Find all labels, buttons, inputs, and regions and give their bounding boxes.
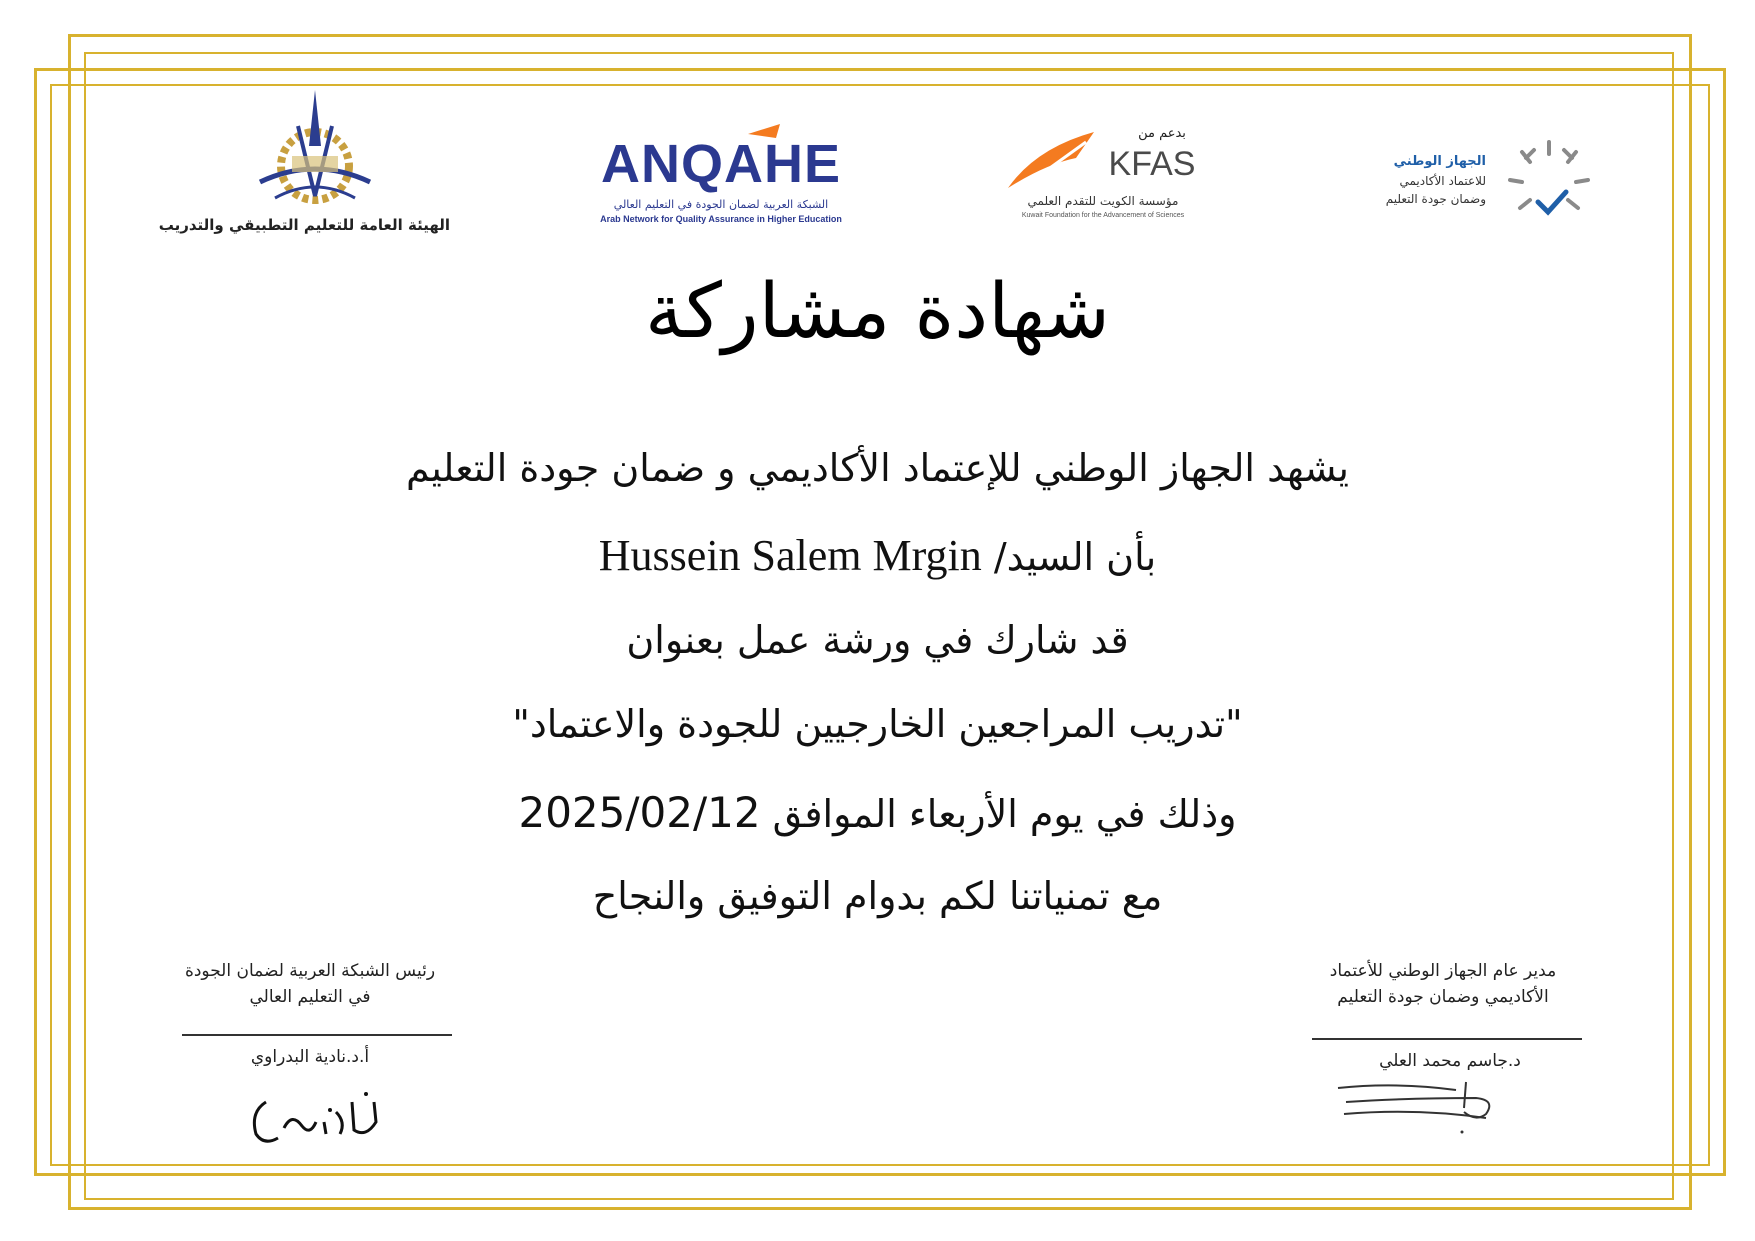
closing-wishes: مع تمنياتنا لكم بدوام التوفيق والنجاح (592, 874, 1163, 918)
participant-prefix: بأن السيد/ (993, 535, 1157, 579)
nbaqa-line1: الجهاز الوطني (1393, 154, 1486, 169)
date-line (0, 788, 1755, 837)
left-signer-name: أ.د.نادية البدراوي (250, 1047, 370, 1067)
kfas-english: Kuwait Foundation for the Advancement of Sciences (1021, 212, 1185, 219)
certifying-statement: يشهد الجهاز الوطني للإعتماد الأكاديمي و ضمان جودة التعليم (405, 446, 1350, 490)
certificate-title: شهادة مشاركة (645, 266, 1110, 355)
participant-name: Hussein Salem Mrgin (598, 531, 982, 580)
kfas-name: KFAS (1108, 145, 1196, 183)
nbaqa-star-icon (1504, 136, 1594, 226)
right-signature-rule (1312, 1038, 1582, 1040)
workshop-date: 2025/02/12 (518, 788, 761, 837)
date-prefix: وذلك في يوم الأربعاء الموافق (772, 792, 1237, 836)
left-signer-title-line1: رئيس الشبكة العربية لضمان الجودة (184, 961, 436, 981)
left-handwritten-signature (246, 1082, 386, 1152)
nbaqa-logo (1356, 136, 1602, 226)
participant-line (0, 530, 1755, 581)
workshop-title: "تدريب المراجعين الخارجيين للجودة والاعتماد" (512, 702, 1243, 746)
left-signature-rule (182, 1034, 452, 1036)
kfas-arabic: مؤسسة الكويت للتقدم العلمي (1027, 194, 1179, 208)
kfas-support: بدعم من (1138, 126, 1186, 141)
paaet-emblem-icon (180, 86, 450, 211)
right-signer-name: د.جاسم محمد العلي (1379, 1051, 1521, 1071)
paaet-logo (158, 86, 450, 246)
right-handwritten-signature (1336, 1078, 1506, 1138)
left-signer-title-line2: في التعليم العالي (249, 987, 371, 1007)
right-signer-title (1288, 958, 1598, 1010)
right-signer-title-line1: مدير عام الجهاز الوطني للأعتماد (1329, 961, 1557, 981)
left-signer-title (160, 958, 460, 1010)
anqahe-name: ANQAHE (600, 134, 841, 194)
kfas-logo (1006, 122, 1206, 232)
anqahe-english: Arab Network for Quality Assurance in Higher Education (600, 214, 842, 224)
nbaqa-line2: للاعتماد الأكاديمي (1399, 174, 1486, 188)
right-signer-title-line2: الأكاديمي وضمان جودة التعليم (1337, 987, 1549, 1007)
anqahe-arabic: الشبكة العربية لضمان الجودة في التعليم العالي (613, 198, 829, 211)
paaet-caption: الهيئة العامة للتعليم التطبيقي والتدريب (158, 216, 450, 234)
anqahe-logo (596, 124, 846, 234)
workshop-intro: قد شارك في ورشة عمل بعنوان (626, 618, 1129, 662)
nbaqa-line3: وضمان جودة التعليم (1385, 192, 1486, 206)
